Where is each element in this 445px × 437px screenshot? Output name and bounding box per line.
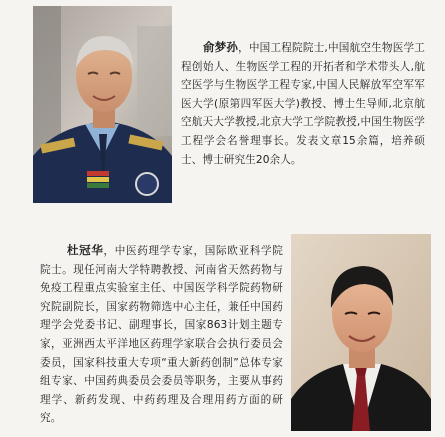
portrait-photo-yu-mengsun xyxy=(33,6,172,203)
bio-text: ，中国工程院院士,中国航空生物医学工程创始人、生物医学工程的开拓者和学术带头人,航空医学与生物医学工程专家,中国人民解放军空军军医大学(原第四军医大学)教授、博士生导师,北京航空航天大学教授,北京大学工学院教授,中国生物医学工程学会名誉理事长。发表文章15余篇，培养硕士、博士研究生20余人。 xyxy=(181,42,425,166)
portrait-photo-du-guanhua xyxy=(291,234,431,431)
person-name: 俞梦孙 xyxy=(203,40,239,54)
person-name: 杜冠华 xyxy=(67,243,104,257)
bio-text: ，中医药理学专家，国际欧亚科学院院士。现任河南大学特聘教授、河南省天然药物与免疫工程重点实验室主任、中国医学科学院药物研究院副院长，国家药物筛选中心主任，兼任中国药理学会党委书记、副理事长，国家863计划主题专家，亚洲西太平洋地区药理学家联合会执行委员会委员，国家科技重大专项“重大新药创制”总体专家组专家、中国药典委员会委员等职务，主要从事药理学、新药发现、中药药理及合理用药方面的研究。 xyxy=(40,245,283,425)
bio-du-guanhua xyxy=(40,241,283,428)
bio-yu-mengsun xyxy=(181,38,425,169)
